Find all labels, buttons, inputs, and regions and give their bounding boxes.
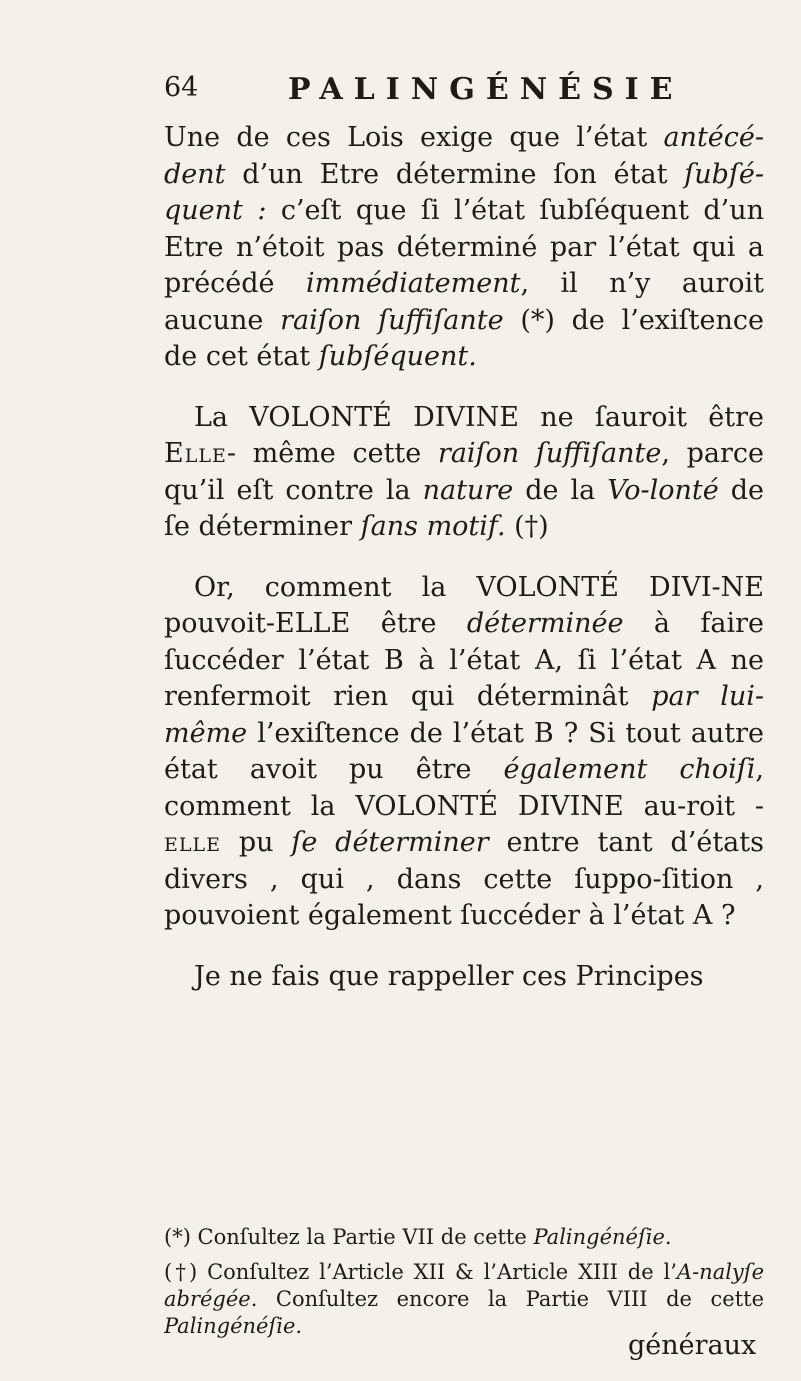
italic-run: A-nalyſe abrégée. (164, 1260, 764, 1311)
text-run: l’exiſtence de l’état B ? Si tout autre état avoit pu être (164, 717, 764, 785)
text-run: Conſultez encore la Partie VIII de cette (257, 1287, 764, 1311)
text-run: (†) (505, 511, 549, 542)
paragraph-4 (164, 959, 764, 996)
paragraph-3 (164, 570, 764, 935)
text-run: c’eſt que ſi l’état ſubſéquent d’un Etre n’étoit pas déterminé par l’état qui a précédé (164, 195, 764, 299)
text-run: de ſe déterminer (164, 474, 764, 542)
italic-run: nature (422, 474, 514, 506)
footnotes (164, 1224, 764, 1340)
text-run: pu (220, 827, 292, 858)
text-run: , parce qu’il eſt contre la (164, 438, 764, 506)
text-run: (†) Conſultez l’Article XII & l’Article XIII de l’ (164, 1260, 677, 1284)
italic-run: raiſon ſuffiſante (280, 304, 504, 336)
body-text (164, 120, 764, 995)
page-header (164, 72, 764, 116)
text-run: d’un Etre détermine ſon état (225, 158, 685, 190)
text-run: Or, comment la VOLONTÉ DIVI-NE pouvoit-ELLE être (164, 571, 764, 639)
italic-run: ſubſé-quent : (164, 158, 764, 226)
text-run: (*) de l’exiſtence de cet état (164, 304, 764, 372)
page-number: 64 (164, 72, 199, 103)
text-run: La VOLONTÉ DIVINE ne ſauroit être (194, 401, 764, 433)
text-run: - même cette (226, 438, 438, 469)
text-run: Je ne fais que rappeller ces Principes (194, 960, 704, 992)
text-run: Une de ces Lois exige que l’état (164, 122, 664, 153)
italic-run: Palingénéſie. (164, 1314, 303, 1338)
footnote-1 (164, 1224, 764, 1251)
italic-run: également choiſi (503, 754, 756, 785)
text-run: (*) Conſultez la Partie VII de cette (164, 1225, 534, 1249)
small-caps-run: elle (164, 827, 221, 858)
italic-run: ſe déterminer (291, 827, 489, 858)
italic-run: ſans motif. (360, 511, 506, 542)
italic-run: Palingénéſie. (533, 1225, 672, 1249)
small-caps-run: Elle (164, 438, 227, 469)
footnote-2 (164, 1259, 764, 1340)
text-run: entre tant d’états divers , qui , dans cette ſuppo-ſition , pouvoient également ſuccéder à l’état A ? (164, 827, 764, 931)
italic-run: déterminée (466, 608, 624, 639)
text-run: de la (513, 474, 608, 506)
italic-run: raiſon ſuffiſante (437, 438, 662, 469)
catchword: généraux (628, 1330, 757, 1361)
running-title: PALINGÉNÉSIE (288, 72, 684, 107)
italic-run: Vo-lonté (607, 474, 719, 506)
paragraph-2 (164, 400, 764, 546)
paragraph-1 (164, 120, 764, 376)
italic-run: immédiatement (305, 268, 521, 299)
italic-run: par lui-même (164, 681, 764, 749)
text-run: , il n’y auroit aucune (164, 268, 764, 336)
italic-run: antécé-dent (164, 122, 764, 190)
italic-run: ſubſéquent. (318, 341, 477, 372)
text-run: , comment la VOLONTÉ DIVINE au-roit - (164, 754, 764, 822)
text-run: à faire ſuccéder l’état B à l’état A, ſi l’état A ne renfermoit rien qui déterminât (164, 608, 765, 712)
